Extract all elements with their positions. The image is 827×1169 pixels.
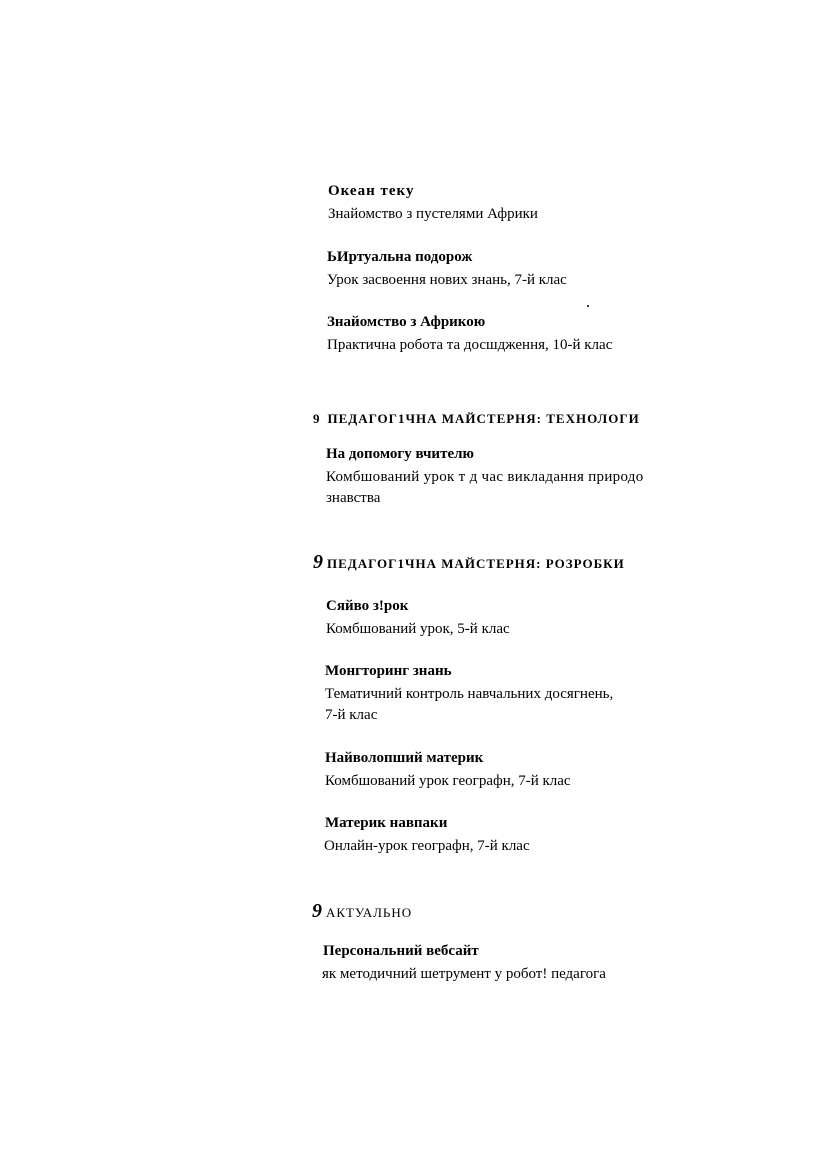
section-heading-text: ПЕДАГОГ1ЧНА МАЙСТЕРНЯ: РОЗРОБКИ: [327, 556, 625, 571]
entry-subtitle-personal-website: як методичний шетрумент у робот! педагога: [322, 966, 606, 982]
entry-title-personal-website: Персональний вебсайт: [323, 943, 479, 959]
entry-title-monitoring: Монгторинг знань: [325, 663, 452, 679]
entry-subtitle-biggest-continent: Комбшований урок географн, 7-й клас: [325, 773, 571, 789]
entry-subtitle-teacher-help-line1: Комбшований урок т д час викладання природо: [326, 469, 644, 485]
stray-dot: [587, 305, 589, 307]
entry-title-virtual-trip: ЬИртуальна подорож: [327, 249, 473, 265]
entry-title-ocean: Океан теку: [328, 183, 415, 199]
entry-title-teacher-help: На допомогу вчителю: [326, 446, 474, 462]
section-heading-actual: [312, 902, 412, 922]
entry-subtitle-upside-down-continent: Онлайн-урок географн, 7-й клас: [324, 838, 530, 854]
entry-subtitle-starlight: Комбшований урок, 5-й клас: [326, 621, 510, 637]
section-number: 9: [313, 551, 323, 573]
section-number: 9: [312, 900, 322, 922]
entry-title-biggest-continent: Найволопший материк: [325, 750, 484, 766]
entry-title-africa: Знайомство з Африкою: [327, 314, 486, 330]
entry-subtitle-virtual-trip: Урок засвоення нових знань, 7-й клас: [327, 272, 567, 288]
section-heading-text: ПЕДАГОГ1ЧНА МАЙСТЕРНЯ: ТЕХНОЛОГИ: [327, 411, 640, 426]
entry-subtitle-teacher-help-line2: знавства: [326, 490, 381, 506]
section-number: 9: [313, 411, 320, 426]
entry-title-starlight: Сяйво з!рок: [326, 598, 409, 614]
entry-title-upside-down-continent: Материк навпаки: [325, 815, 448, 831]
entry-subtitle-monitoring-line2: 7-й клас: [325, 707, 378, 723]
section-heading-technologies: [313, 410, 640, 428]
section-heading-developments: [313, 553, 625, 573]
entry-subtitle-ocean: Знайомство з пустелями Африки: [328, 206, 538, 222]
entry-subtitle-africa: Практична робота та досшдження, 10-й клас: [327, 337, 613, 353]
entry-subtitle-monitoring-line1: Тематичний контроль навчальних досягнень,: [325, 686, 614, 702]
section-heading-text: АКТУАЛЬНО: [326, 905, 413, 920]
